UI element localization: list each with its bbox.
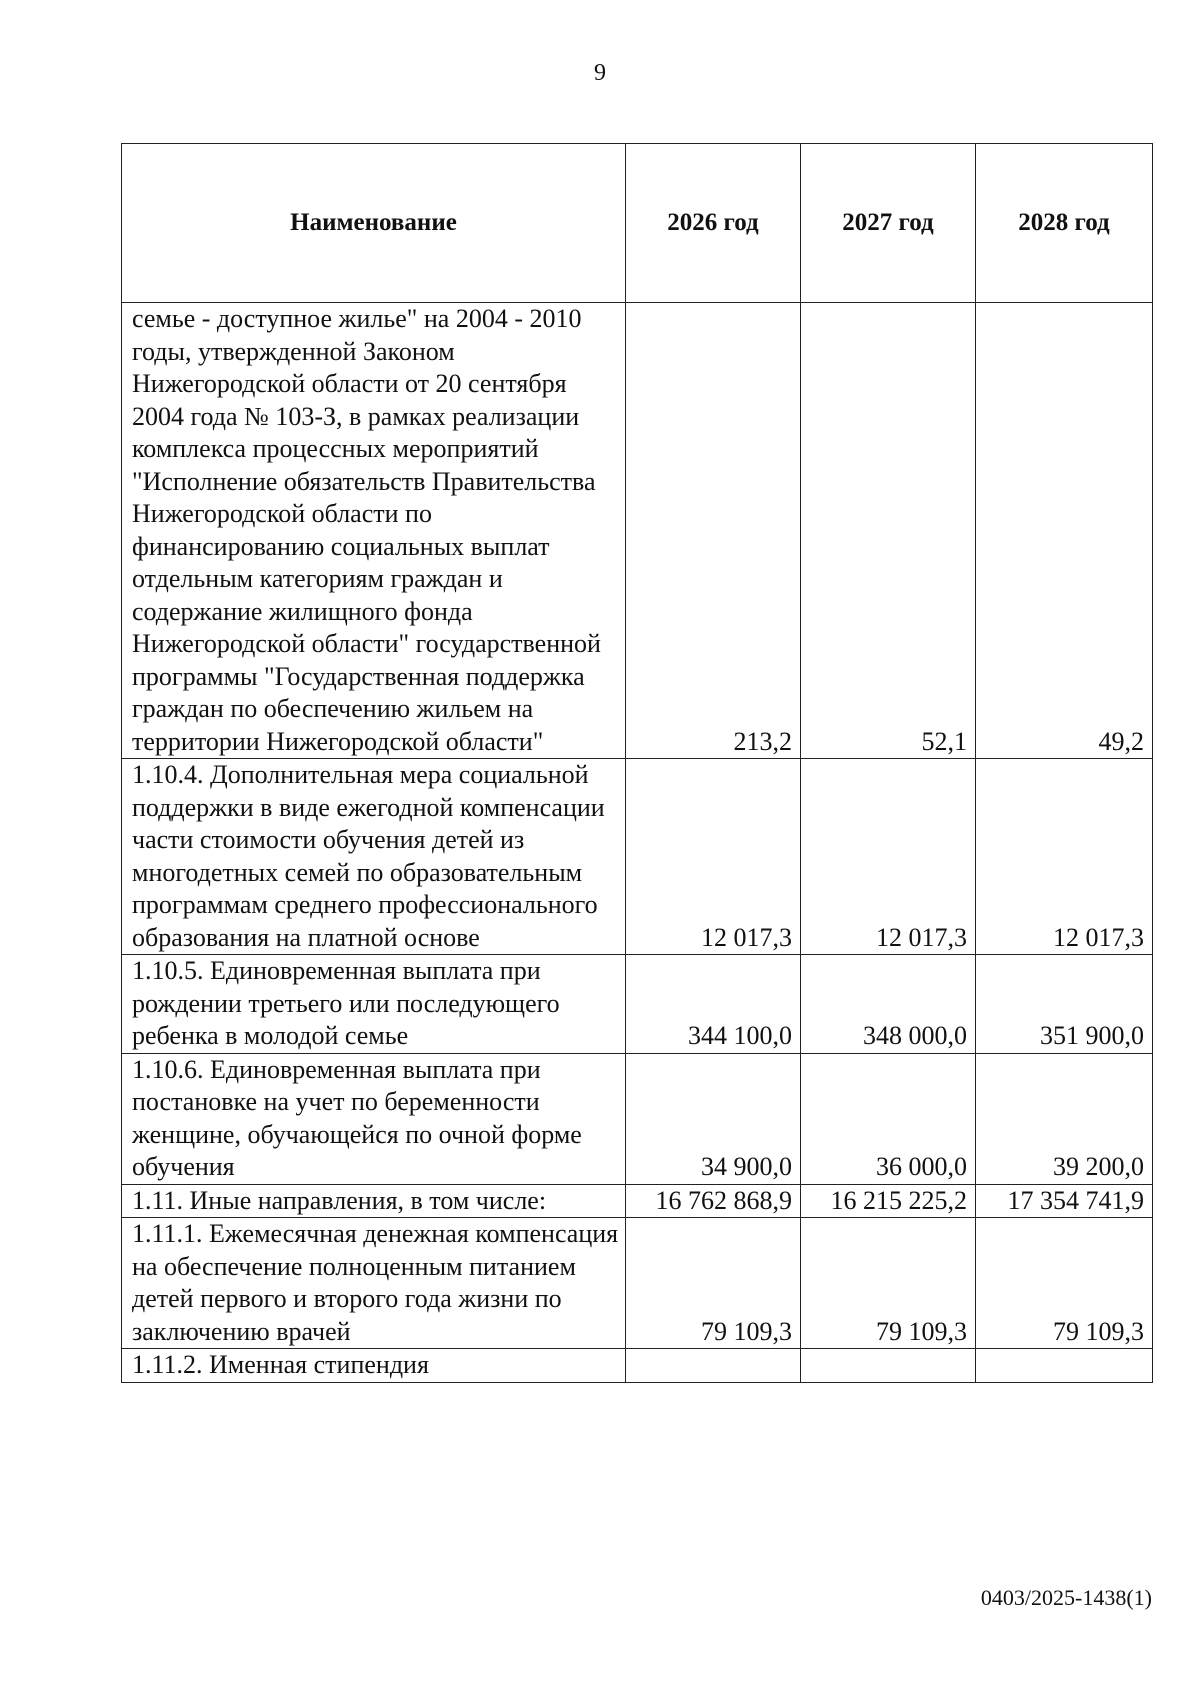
row-name: 1.10.5. Единовременная выплата при рождении третьего или последующего ребенка в молодой семье (122, 955, 626, 1054)
row-value-2028: 12 017,3 (976, 759, 1153, 955)
row-value-2028: 17 354 741,9 (976, 1184, 1153, 1218)
row-value-2026: 12 017,3 (626, 759, 801, 955)
row-value-2026: 34 900,0 (626, 1053, 801, 1184)
table-row (122, 1053, 1153, 1184)
table-row (122, 1349, 1153, 1383)
table-row (122, 759, 1153, 955)
row-value-2027: 36 000,0 (801, 1053, 976, 1184)
row-value-2027: 52,1 (801, 303, 976, 759)
row-value-2028 (976, 1349, 1153, 1383)
row-value-2027: 348 000,0 (801, 955, 976, 1054)
table-row (122, 1218, 1153, 1349)
row-value-2027: 16 215 225,2 (801, 1184, 976, 1218)
table-row (122, 303, 1153, 759)
header-2028: 2028 год (976, 144, 1153, 303)
row-name: 1.11.2. Именная стипендия (122, 1349, 626, 1383)
row-value-2026: 344 100,0 (626, 955, 801, 1054)
document-id: 0403/2025-1438(1) (980, 1585, 1152, 1610)
table-header-row (122, 144, 1153, 303)
row-value-2026: 213,2 (626, 303, 801, 759)
page-number: 9 (594, 60, 606, 86)
row-value-2028: 49,2 (976, 303, 1153, 759)
row-name: 1.11. Иные направления, в том числе: (122, 1184, 626, 1218)
row-value-2026: 79 109,3 (626, 1218, 801, 1349)
row-value-2027: 79 109,3 (801, 1218, 976, 1349)
row-value-2028: 39 200,0 (976, 1053, 1153, 1184)
row-name: 1.10.6. Единовременная выплата при постановке на учет по беременности женщине, обучающейся по очной форме обучения (122, 1053, 626, 1184)
row-value-2026 (626, 1349, 801, 1383)
budget-table (121, 143, 1153, 1383)
row-value-2026: 16 762 868,9 (626, 1184, 801, 1218)
row-name: семье - доступное жилье" на 2004 - 2010 годы, утвержденной Законом Нижегородской области от 20 сентября 2004 года № 103-З, в рамках реализации комплекса процессных мероприятий "Исполнение обязательств Правительства Нижегородской области по финансированию социальных выплат отдельным категориям граждан и содержание жилищного фонда Нижегородской области" государственной программы "Государственная поддержка граждан по обеспечению жильем на территории Нижегородской области" (122, 303, 626, 759)
row-value-2028: 351 900,0 (976, 955, 1153, 1054)
row-value-2027 (801, 1349, 976, 1383)
table-row (122, 1184, 1153, 1218)
row-value-2028: 79 109,3 (976, 1218, 1153, 1349)
header-name: Наименование (122, 144, 626, 303)
row-name: 1.10.4. Дополнительная мера социальной поддержки в виде ежегодной компенсации части стоимости обучения детей из многодетных семей по образовательным программам среднего профессионального образования на платной основе (122, 759, 626, 955)
table-row (122, 955, 1153, 1054)
header-2026: 2026 год (626, 144, 801, 303)
header-2027: 2027 год (801, 144, 976, 303)
row-value-2027: 12 017,3 (801, 759, 976, 955)
row-name: 1.11.1. Ежемесячная денежная компенсация на обеспечение полноценным питанием детей первого и второго года жизни по заключению врачей (122, 1218, 626, 1349)
